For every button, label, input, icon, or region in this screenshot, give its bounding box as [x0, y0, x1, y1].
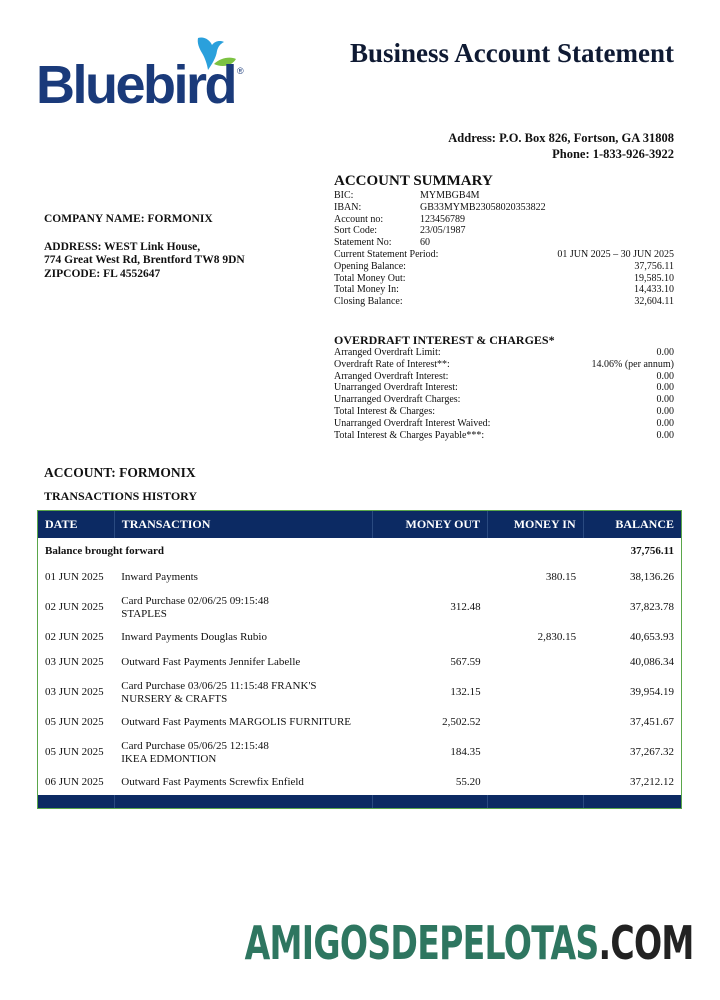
bank-contact [448, 131, 674, 162]
summary-field: Statement No: 60 [334, 237, 430, 249]
overdraft-row: Overdraft Rate of Interest**: 14.06% (per annum) [334, 358, 674, 370]
bank-phone: Phone: 1-833-926-3922 [552, 146, 674, 161]
summary-total: Opening Balance: 37,756.11 [334, 260, 674, 272]
brought-forward-label: Balance brought forward [45, 545, 164, 558]
table-row: 05 JUN 2025 Card Purchase 05/06/25 12:15:48 IKEA EDMONTION 184.35 37,267.32 [45, 740, 674, 765]
overdraft-row: Unarranged Overdraft Charges: 0.00 [334, 394, 674, 406]
watermark [244, 916, 694, 970]
company-name: COMPANY NAME: FORMONIX [44, 213, 213, 225]
summary-field: BIC: MYMBGB4M [334, 190, 480, 201]
company-zipcode: ZIPCODE: FL 4552647 [44, 267, 161, 280]
overdraft-row: Total Interest & Charges Payable***: 0.00 [334, 429, 674, 441]
overdraft-section [334, 333, 674, 441]
brought-forward-balance: 37,756.11 [630, 545, 674, 558]
col-money-out: MONEY OUT [373, 511, 488, 538]
table-row: 03 JUN 2025 Card Purchase 03/06/25 11:15:48 FRANK'S NURSERY & CRAFTS 132.15 39,954.19 [45, 680, 674, 705]
table-row: 02 JUN 2025 Card Purchase 02/06/25 09:15:48 STAPLES 312.48 37,823.78 [45, 595, 674, 620]
table-row: 05 JUN 2025 Outward Fast Payments MARGOLIS FURNITURE 2,502.52 37,451.67 [45, 716, 674, 729]
overdraft-title: OVERDRAFT INTEREST & CHARGES* [334, 333, 555, 347]
table-row: 03 JUN 2025 Outward Fast Payments Jennifer Labelle 567.59 40,086.34 [45, 656, 674, 669]
summary-field: Sort Code: 23/05/1987 [334, 225, 466, 237]
balance-brought-forward-row [38, 538, 681, 565]
account-summary-title: ACCOUNT SUMMARY [334, 173, 493, 189]
transactions-table [37, 510, 682, 809]
col-transaction: TRANSACTION [114, 511, 372, 538]
summary-total: Closing Balance: 32,604.11 [334, 296, 674, 308]
overdraft-row: Arranged Overdraft Interest: 0.00 [334, 370, 674, 382]
overdraft-row: Unarranged Overdraft Interest Waived: 0.00 [334, 417, 674, 429]
col-balance: BALANCE [583, 511, 681, 538]
watermark-main: AMIGOSDEPELOTAS [244, 916, 599, 970]
bank-address: Address: P.O. Box 826, Fortson, GA 31808 [448, 131, 674, 145]
summary-field: IBAN: GB33MYMB23058020353822 [334, 201, 546, 213]
transactions-title: TRANSACTIONS HISTORY [44, 489, 198, 503]
bluebird-logo [36, 36, 256, 126]
account-summary [334, 173, 674, 308]
company-address-line1: ADDRESS: WEST Link House, [44, 240, 201, 253]
watermark-tld: .COM [598, 916, 694, 970]
overdraft-row: Total Interest & Charges: 0.00 [334, 405, 674, 417]
summary-field: Account no: 123456789 [334, 213, 465, 225]
brand-name: Bluebird [36, 55, 236, 115]
summary-total: Current Statement Period: 01 JUN 2025 – 30 JUN 2025 [334, 248, 674, 260]
table-row: 06 JUN 2025 Outward Fast Payments Screwfix Enfield 55.20 37,212.12 [45, 776, 674, 789]
overdraft-row: Unarranged Overdraft Interest: 0.00 [334, 382, 674, 394]
company-block [44, 213, 245, 281]
table-header-row [38, 511, 681, 538]
registered-mark: ® [237, 66, 244, 76]
col-date: DATE [38, 511, 114, 538]
summary-total: Total Money Out: 19,585.10 [334, 272, 674, 284]
summary-total: Total Money In: 14,433.10 [334, 284, 674, 296]
table-row: 01 JUN 2025 Inward Payments 380.15 38,136.26 [45, 571, 674, 584]
table-footer-bar [38, 795, 681, 808]
account-title: ACCOUNT: FORMONIX [44, 465, 196, 480]
table-row: 02 JUN 2025 Inward Payments Douglas Rubio 2,830.15 40,653.93 [45, 631, 674, 644]
overdraft-row: Arranged Overdraft Limit: 0.00 [334, 347, 674, 358]
company-address-line2: 774 Great West Rd, Brentford TW8 9DN [44, 254, 245, 266]
col-money-in: MONEY IN [488, 511, 584, 538]
page-title: Business Account Statement [349, 38, 674, 68]
